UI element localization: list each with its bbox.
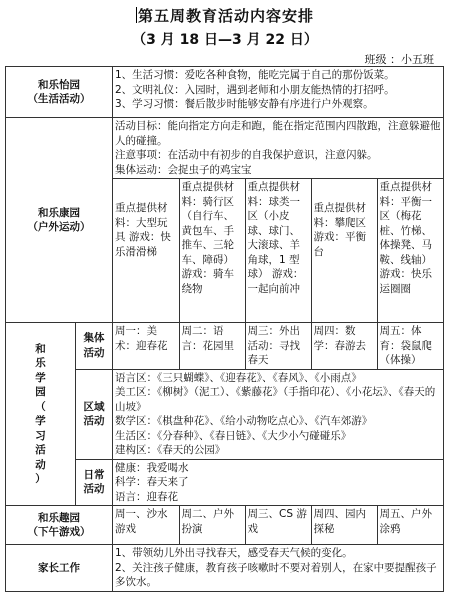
group-item: 周四：数学：春游去 (311, 323, 377, 369)
page-title (0, 5, 450, 26)
class-label: 班级 ：小五班 (364, 53, 434, 66)
fun-sub: （下午游戏） (27, 526, 91, 538)
fun-name: 和乐趣园 (38, 511, 80, 524)
learn-char: ） (35, 473, 46, 485)
area-label-text: 活动 (83, 415, 105, 427)
fun-header (6, 506, 113, 545)
group-label-text: 集体 (83, 332, 105, 345)
text-cursor (136, 7, 137, 23)
life-content (113, 67, 444, 118)
fun-activities (113, 506, 444, 545)
learn-char: 乐 (35, 357, 46, 369)
row-life (6, 67, 444, 118)
group-label-text: 活动 (83, 346, 105, 359)
life-line: 1、生活习惯：爱吃各种食物，能吃完属于自己的那份饭菜。 (115, 69, 395, 81)
fun-item: 周三、CS 游戏 (245, 506, 311, 544)
station-cell: 重点提供材料：球类一区（小皮球、球门、大滚球、羊角球，1 型球） 游戏：一起向前冲 (245, 179, 311, 322)
station-cell: 重点提供材料：平衡一区（梅花桩、竹梯、体操凳、马鞍、线轴） 游戏：快乐运圈圈 (379, 181, 432, 295)
station-cell: 重点提供材料：攀爬区 游戏：平衡台 (311, 179, 377, 322)
group-item: 周三：外出活动：寻找春天 (245, 323, 311, 369)
area-line: 建构区：《春天的公园》 (115, 444, 226, 456)
fun-item: 周五、户外涂鸦 (379, 508, 432, 535)
daily-label-text: 日常 (83, 468, 105, 481)
learn-header (6, 323, 76, 506)
health-sub: （户外运动） (27, 221, 91, 233)
parents-line: 2、关注孩子健康，教育孩子咳嗽时不要对着别人，在家中要提醒孩子多饮水。 (115, 561, 437, 588)
daily-label (76, 459, 113, 506)
area-line: 生活区：《分春种》、《春日链》、《大少小勺碰碰乐》 (115, 429, 352, 442)
learn-char: 活 (35, 444, 46, 456)
group-activities (113, 323, 444, 370)
health-name: 和乐康园 (38, 206, 80, 219)
fun-item: 周一、沙水游戏 (113, 506, 179, 544)
row-learn-group (6, 323, 444, 370)
daily-line: 语言：迎春花 (115, 490, 178, 503)
learn-char: 动 (35, 458, 46, 471)
station-cell: 重点提供材料：骑行区（自行车、黄包车、手推车、三轮车、障碍） 游戏：骑车绕物 (179, 179, 245, 322)
learn-char: 和 (35, 342, 46, 355)
area-content (113, 369, 444, 459)
learn-char: 园 (35, 386, 46, 398)
life-name: 和乐怡园 (38, 78, 80, 91)
row-health (6, 118, 444, 179)
fun-item: 周二、户外扮演 (179, 506, 245, 544)
parents-header (6, 545, 113, 592)
area-label (76, 369, 113, 459)
schedule-table (5, 66, 444, 592)
daily-content (113, 459, 444, 506)
title-text: 第五周教育活动内容安排 (137, 7, 314, 25)
group-item: 周一：美术：迎春花 (113, 323, 179, 369)
health-group: 集体运动：会捉虫子的鸡宝宝 (115, 163, 252, 176)
health-intro (113, 118, 444, 179)
learn-char: 习 (35, 429, 46, 442)
group-item: 周五：体育：袋鼠爬（体操） (379, 325, 432, 366)
daily-line: 健康：我爱喝水 (115, 461, 189, 474)
learn-char: 学 (35, 415, 46, 427)
life-line: 2、文明礼仪：入园时，遇到老师和小朋友能热情的打招呼。 (115, 83, 395, 96)
health-note: 注意事项：在活动中有初步的自我保护意识，注意闪躲。 (115, 149, 378, 161)
health-goal: 活动目标：能向指定方向走和跑，能在指定范围内四散跑，注意躲避他人的碰撞。 (115, 120, 441, 147)
learn-char: 学 (35, 371, 46, 384)
parents-name: 家长工作 (38, 561, 80, 574)
life-header (6, 67, 113, 118)
area-label-text: 区域 (83, 400, 105, 413)
life-sub: （生活活动） (27, 93, 91, 105)
daily-line: 科学：春天来了 (115, 476, 189, 488)
row-fun (6, 506, 444, 545)
area-line: 美工区：《柳树》（泥工）、《紫藤花》（手指印花）、《小花坛》、《春天的山坡》 (115, 386, 436, 413)
row-parents (6, 545, 444, 592)
parents-line: 1、带领幼儿外出寻找春天，感受春天气候的变化。 (115, 547, 353, 559)
learn-char: （ (35, 400, 46, 413)
station-cell: 重点提供材料：大型玩具 游戏：快乐滑滑梯 (113, 179, 179, 322)
health-header (6, 118, 113, 323)
group-item: 周二：语言：花园里 (179, 323, 245, 369)
area-line: 语言区：《三只蝴蝶》、《迎春花》、《春风》、《小雨点》 (115, 371, 362, 384)
parents-content (113, 545, 444, 592)
group-label (76, 323, 113, 370)
date-range: （3 月 18 日—3 月 22 日） (132, 32, 318, 48)
daily-label-text: 活动 (83, 483, 105, 496)
health-stations (113, 179, 444, 323)
life-line: 3、学习习惯：餐后散步时能够安静有序进行户外观察。 (115, 98, 374, 110)
area-line: 数学区：《棋盘种花》、《给小动物吃点心》、《汽车郊游》 (115, 415, 373, 427)
fun-item: 周四、园内探秘 (311, 506, 377, 544)
